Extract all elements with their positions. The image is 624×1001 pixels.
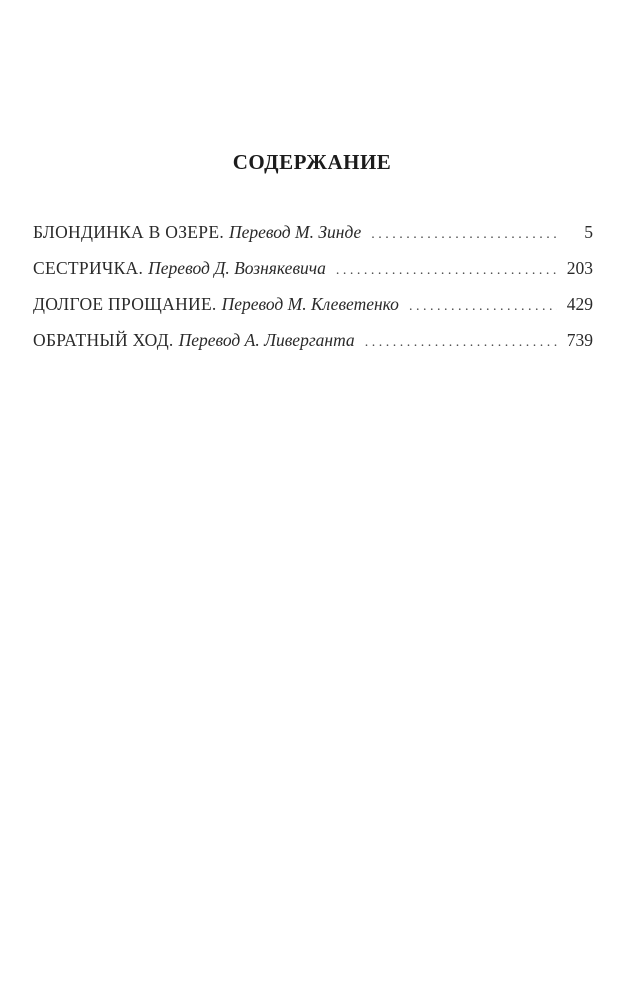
toc-entry [33, 222, 593, 258]
toc-work-title: ДОЛГОЕ ПРОЩАНИЕ. [33, 294, 217, 314]
toc-translator: Перевод Д. Вознякевича [148, 258, 326, 278]
toc-work-title: БЛОНДИНКА В ОЗЕРЕ. [33, 222, 224, 242]
toc-work-title: СЕСТРИЧКА. [33, 258, 144, 278]
toc-page-number: 203 [566, 258, 593, 278]
table-of-contents [33, 222, 593, 366]
dot-leader [371, 227, 557, 243]
toc-translator: Перевод М. Клеветенко [221, 294, 399, 314]
toc-entry [33, 294, 593, 330]
toc-page-number: 429 [566, 294, 593, 314]
page-title: СОДЕРЖАНИЕ [232, 150, 392, 174]
toc-page-number: 5 [584, 222, 593, 242]
toc-translator: Перевод М. Зинде [229, 222, 362, 242]
dot-leader [409, 299, 557, 315]
toc-work-title: ОБРАТНЫЙ ХОД. [33, 330, 174, 350]
toc-page-number: 739 [566, 330, 593, 350]
toc-entry [33, 330, 593, 366]
dot-leader [336, 263, 557, 279]
toc-translator: Перевод А. Ливерганта [178, 330, 355, 350]
toc-entry [33, 258, 593, 294]
dot-leader [365, 335, 557, 351]
